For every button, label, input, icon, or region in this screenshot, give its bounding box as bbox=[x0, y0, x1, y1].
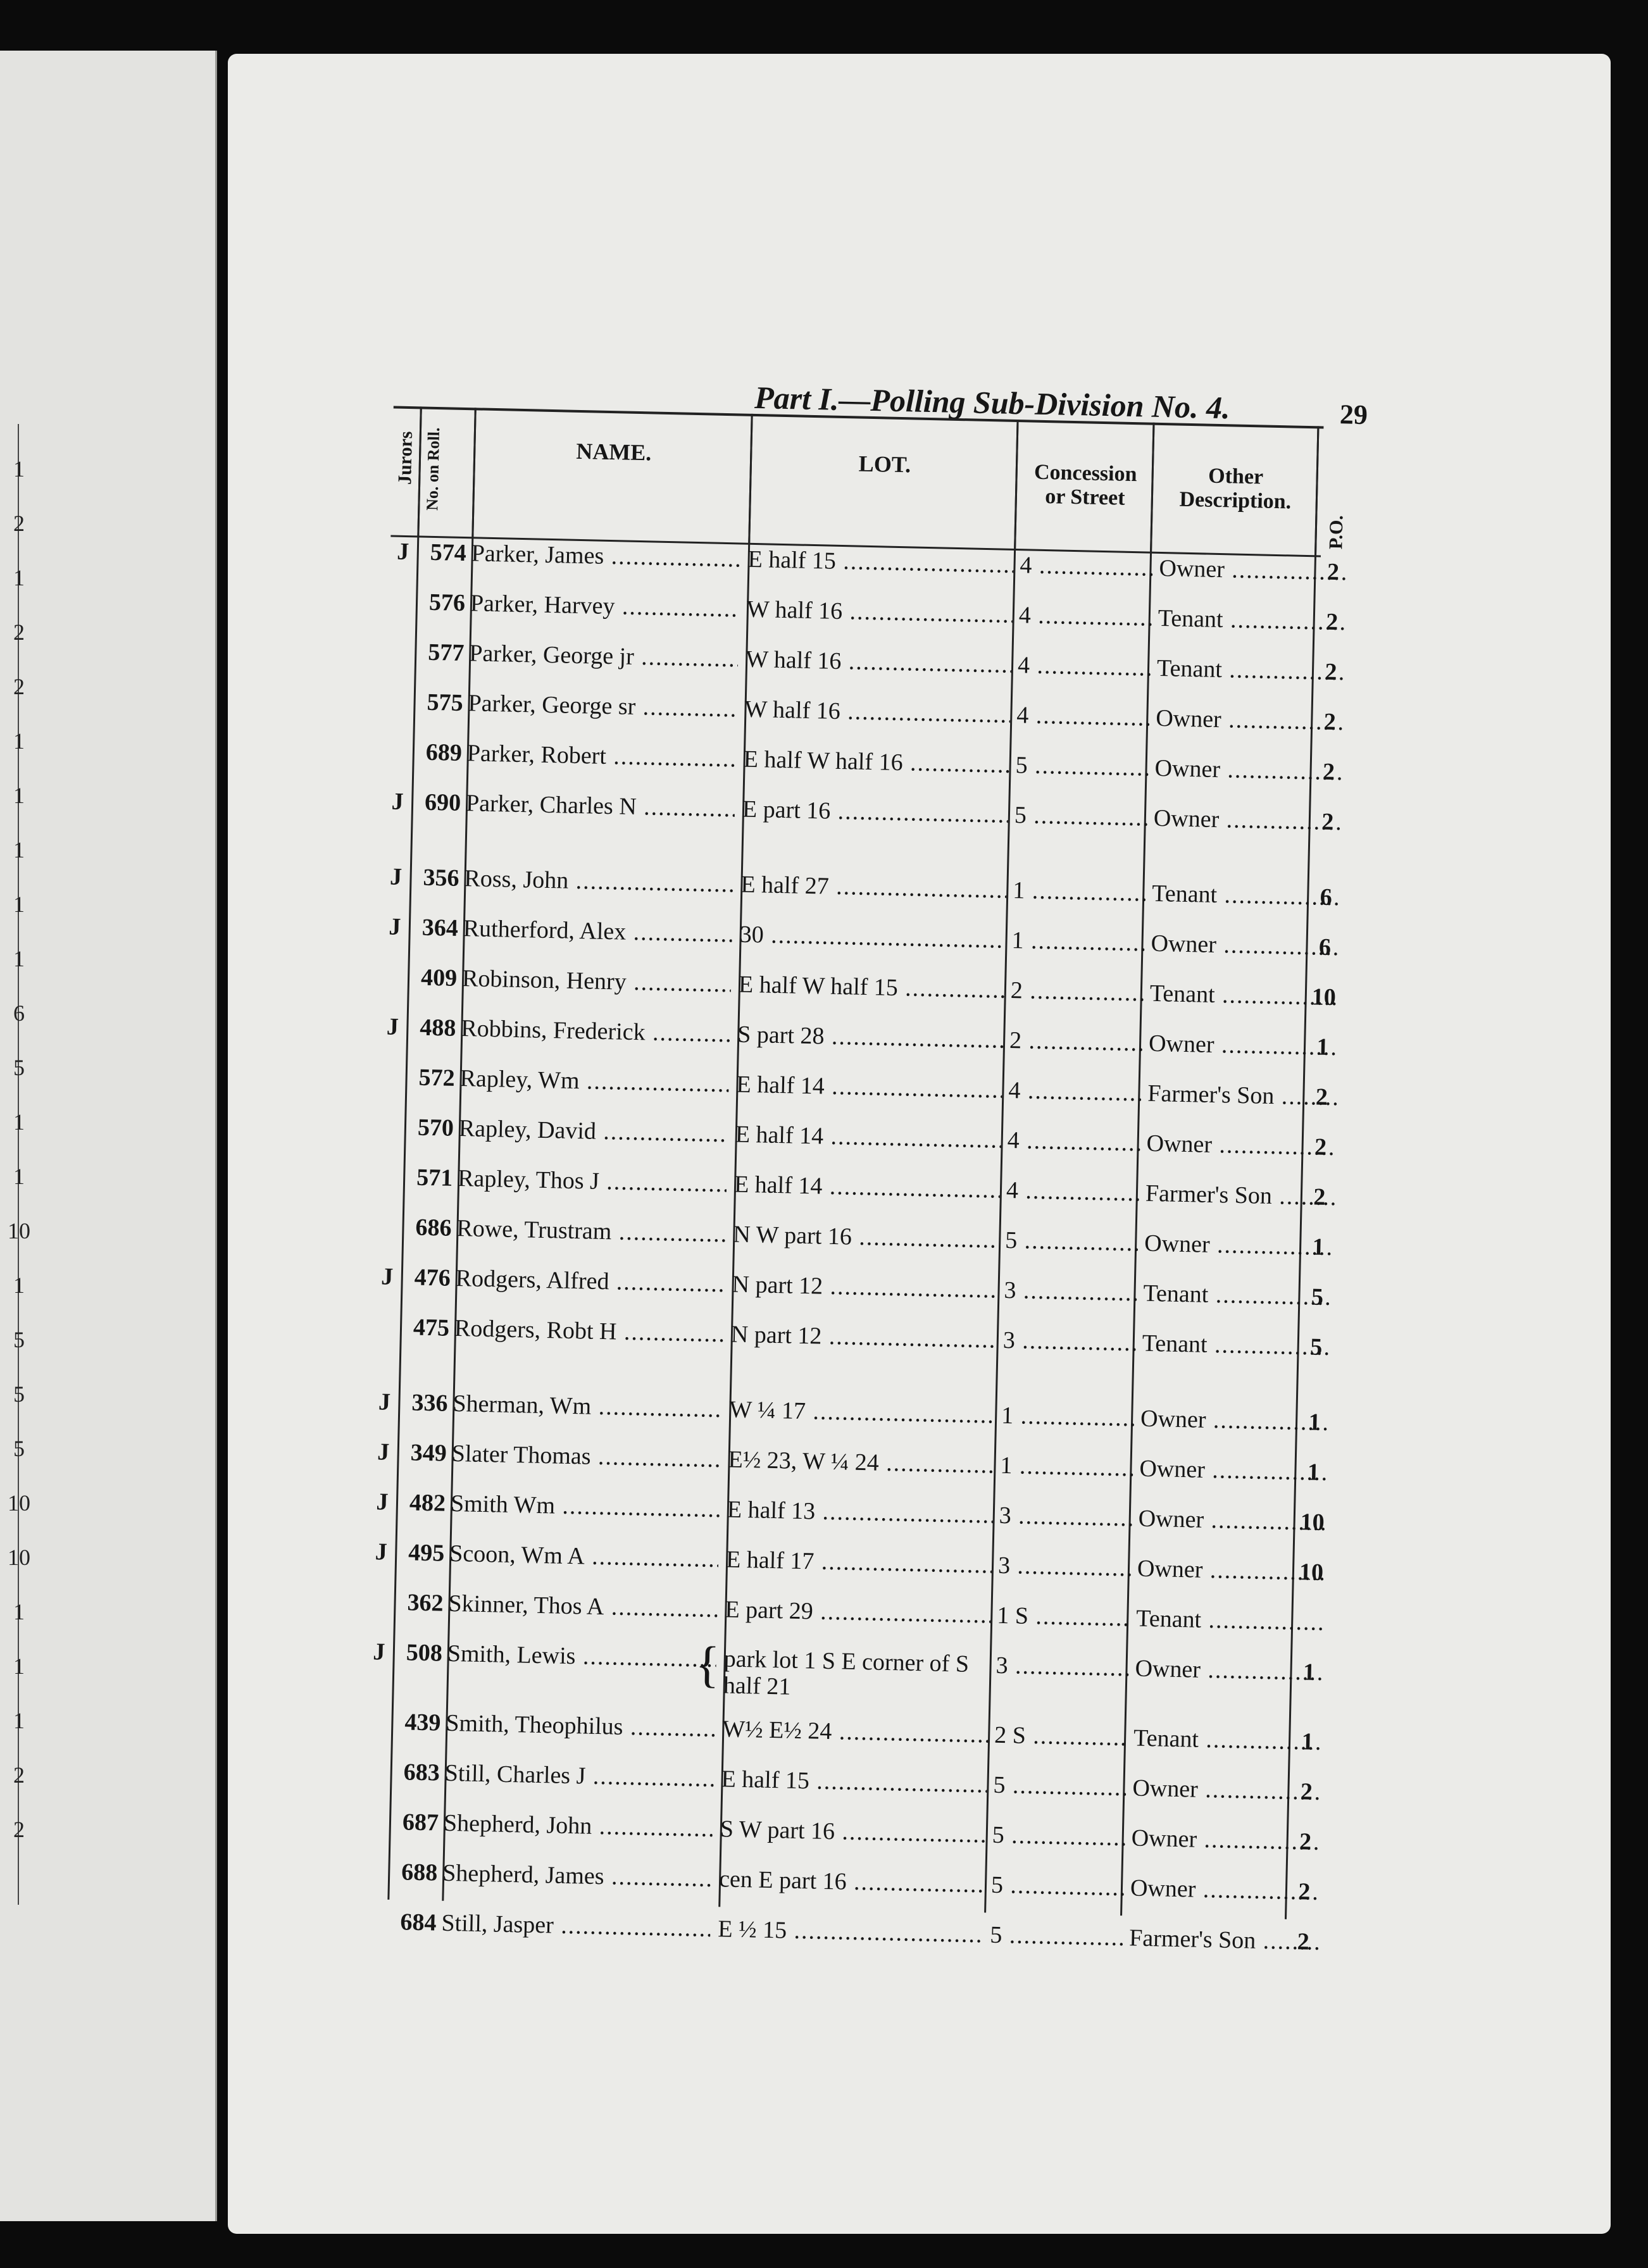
juror-mark bbox=[376, 1212, 401, 1213]
concession: 4 ..... bbox=[1018, 651, 1151, 682]
lot-description: N part 12 ..... bbox=[730, 1320, 997, 1354]
lot-description: E half 15 ..... bbox=[747, 545, 1014, 579]
roll-number: 683 bbox=[403, 1759, 440, 1786]
voter-name: Rapley, David ..... bbox=[458, 1114, 728, 1148]
voter-name: Shepherd, John ..... bbox=[444, 1809, 713, 1843]
post-office: 6 bbox=[1320, 883, 1333, 911]
concession: 4 ..... bbox=[1008, 1076, 1142, 1107]
post-office: 1 bbox=[1312, 1233, 1325, 1261]
voter-name: Skinner, Thos A ..... bbox=[448, 1590, 718, 1623]
concession: 4 ..... bbox=[1020, 551, 1153, 582]
roll-number: 570 bbox=[417, 1114, 454, 1142]
left-page-number: 2 bbox=[13, 620, 25, 645]
lot-description: E part 16 ..... bbox=[742, 795, 1009, 829]
roll-number: 475 bbox=[413, 1314, 450, 1342]
roll-number: 336 bbox=[411, 1389, 448, 1417]
juror-mark bbox=[378, 1112, 403, 1113]
concession: 1 ..... bbox=[1013, 876, 1146, 907]
other-description: Tenant ..... bbox=[1157, 654, 1347, 687]
concession: 3 ..... bbox=[996, 1652, 1129, 1683]
other-description: Owner ..... bbox=[1138, 1505, 1328, 1537]
other-description: Tenant ..... bbox=[1143, 1280, 1333, 1312]
other-description: Tenant ..... bbox=[1149, 980, 1340, 1012]
voter-name: Still, Jasper ..... bbox=[441, 1909, 711, 1943]
concession: 2 S ..... bbox=[994, 1721, 1128, 1752]
voter-name: Scoon, Wm A ..... bbox=[449, 1540, 719, 1573]
post-office: 1 bbox=[1307, 1459, 1320, 1486]
voter-name: Rapley, Thos J ..... bbox=[458, 1164, 727, 1198]
lot-description: E half W half 16 ..... bbox=[743, 745, 1009, 779]
voter-name: Shepherd, James ..... bbox=[442, 1859, 712, 1893]
post-office: 2 bbox=[1321, 808, 1334, 836]
concession: 4 ..... bbox=[1006, 1176, 1140, 1207]
concession: 5 ..... bbox=[990, 1921, 1123, 1952]
concession: 5 ..... bbox=[991, 1871, 1125, 1902]
concession: 1 S ..... bbox=[997, 1602, 1130, 1633]
left-page-number: 1 bbox=[13, 1708, 25, 1733]
concession: 1 ..... bbox=[1001, 1402, 1135, 1433]
post-office: 2 bbox=[1327, 558, 1340, 586]
other-description: Farmer's Son ..... bbox=[1129, 1924, 1320, 1956]
other-description: Tenant ..... bbox=[1133, 1724, 1324, 1757]
header-jurors-cell bbox=[390, 408, 420, 535]
concession: 3 ..... bbox=[999, 1502, 1132, 1533]
table-header bbox=[390, 406, 1347, 557]
post-office: 1 bbox=[1308, 1409, 1321, 1436]
voter-name: Rowe, Trustram ..... bbox=[456, 1214, 726, 1248]
roll-number: 572 bbox=[418, 1064, 456, 1092]
post-office: 2 bbox=[1325, 658, 1337, 686]
post-office: 2 bbox=[1297, 1928, 1310, 1955]
voter-name: Robbins, Frederick ..... bbox=[461, 1014, 730, 1048]
lot-description: W½ E½ 24 ..... bbox=[722, 1715, 989, 1748]
grouping-brace: { bbox=[694, 1636, 720, 1693]
concession: 2 ..... bbox=[1010, 976, 1144, 1007]
left-page-fragment bbox=[0, 51, 217, 2221]
other-description: Farmer's Son ..... bbox=[1145, 1180, 1335, 1212]
header-description: Other Description. bbox=[1179, 464, 1292, 514]
lot-description: S part 28 ..... bbox=[737, 1021, 1004, 1054]
table-body bbox=[360, 532, 1340, 1972]
voter-name: Parker, James ..... bbox=[471, 539, 740, 573]
juror-mark bbox=[363, 1807, 389, 1808]
header-jurors: Jurors bbox=[394, 431, 416, 485]
lot-description: E half 15 ..... bbox=[721, 1765, 987, 1798]
left-page-number: 6 bbox=[13, 1000, 25, 1026]
juror-mark bbox=[365, 1707, 390, 1708]
post-office: 2 bbox=[1315, 1083, 1328, 1111]
left-page-number: 1 bbox=[13, 1599, 25, 1624]
lot-description: E half 17 ..... bbox=[726, 1545, 992, 1579]
left-page-number: 5 bbox=[13, 1381, 25, 1407]
voter-name: Rapley, Wm ..... bbox=[459, 1064, 729, 1098]
left-page-number: 1 bbox=[13, 1164, 25, 1189]
left-page-number: 2 bbox=[13, 1817, 25, 1842]
other-description: Owner ..... bbox=[1156, 704, 1346, 737]
other-description: Owner ..... bbox=[1153, 804, 1344, 837]
lot-description: cen E part 16 ..... bbox=[719, 1865, 985, 1898]
post-office: 2 bbox=[1323, 708, 1337, 736]
lot-description: W half 16 ..... bbox=[744, 695, 1011, 729]
voter-name: Parker, George sr ..... bbox=[468, 689, 737, 723]
lot-description: E half 27 ..... bbox=[740, 871, 1007, 904]
concession: 2 ..... bbox=[1009, 1026, 1143, 1057]
other-description: Owner ..... bbox=[1139, 1455, 1330, 1487]
voter-name: Still, Charles J ..... bbox=[444, 1759, 714, 1793]
other-description: Farmer's Son ..... bbox=[1147, 1080, 1338, 1112]
lot-description: E half 13 ..... bbox=[727, 1495, 993, 1529]
juror-mark: J bbox=[388, 913, 401, 940]
left-page-number: 1 bbox=[13, 1109, 25, 1135]
document-page bbox=[228, 54, 1611, 2234]
header-description-cell bbox=[1150, 425, 1317, 556]
roll-number: 688 bbox=[401, 1859, 438, 1886]
other-description: Owner ..... bbox=[1146, 1130, 1337, 1162]
post-office: 10 bbox=[1300, 1509, 1325, 1536]
roll-number: 409 bbox=[420, 964, 458, 992]
roll-number: 488 bbox=[419, 1014, 456, 1042]
voter-name: Parker, Charles N ..... bbox=[466, 789, 735, 823]
other-description: Owner ..... bbox=[1135, 1655, 1325, 1687]
juror-mark bbox=[379, 1062, 404, 1063]
post-office: 5 bbox=[1309, 1333, 1323, 1361]
roll-number: 690 bbox=[424, 788, 461, 816]
left-page-number: 1 bbox=[13, 1654, 25, 1679]
voter-name: Robinson, Henry ..... bbox=[462, 964, 732, 998]
header-name: NAME. bbox=[575, 438, 652, 466]
juror-mark bbox=[377, 1162, 403, 1163]
lot-description: W ¼ 17 ..... bbox=[729, 1395, 996, 1429]
voter-name: Smith, Theophilus ..... bbox=[446, 1709, 715, 1743]
lot-description: W half 16 ..... bbox=[746, 645, 1012, 679]
other-description: Tenant ..... bbox=[1158, 604, 1348, 637]
lot-description: W half 16 ..... bbox=[746, 595, 1013, 629]
post-office: 6 bbox=[1318, 933, 1332, 961]
header-concession-cell bbox=[1014, 422, 1152, 552]
left-page-number: 1 bbox=[13, 1273, 25, 1298]
header-lot-cell bbox=[748, 416, 1016, 549]
juror-mark: J bbox=[391, 788, 404, 815]
roll-number: 577 bbox=[427, 639, 465, 667]
post-office: 10 bbox=[1299, 1559, 1324, 1586]
concession: 3 ..... bbox=[998, 1552, 1132, 1583]
concession: 5 ..... bbox=[992, 1821, 1125, 1852]
juror-mark bbox=[387, 687, 413, 688]
left-page-number: 2 bbox=[13, 1762, 25, 1788]
lot-description: park lot 1 S E corner of S half 21 bbox=[723, 1645, 970, 1700]
concession: 4 ..... bbox=[1018, 601, 1152, 632]
header-roll-cell bbox=[417, 409, 474, 537]
voter-name: Parker, Robert ..... bbox=[466, 739, 736, 773]
juror-mark bbox=[361, 1907, 386, 1908]
juror-mark: J bbox=[396, 538, 409, 566]
concession: 3 ..... bbox=[1004, 1276, 1137, 1307]
left-page-number: 2 bbox=[13, 674, 25, 699]
other-description: Tenant ..... bbox=[1136, 1605, 1327, 1637]
juror-mark: J bbox=[389, 863, 403, 890]
post-office: 1 bbox=[1302, 1659, 1316, 1686]
other-description: Tenant ..... bbox=[1152, 880, 1342, 912]
juror-mark: J bbox=[376, 1488, 389, 1516]
left-page-number: 5 bbox=[13, 1436, 25, 1461]
left-page-number: 5 bbox=[13, 1327, 25, 1352]
lot-description: E half 14 ..... bbox=[735, 1121, 1001, 1154]
other-description: Owner ..... bbox=[1137, 1555, 1328, 1587]
post-office: 2 bbox=[1299, 1828, 1312, 1855]
roll-number: 689 bbox=[425, 738, 463, 766]
left-page-number: 10 bbox=[8, 1218, 30, 1243]
left-page-number: 1 bbox=[13, 456, 25, 482]
roll-number: 482 bbox=[409, 1489, 446, 1517]
post-office: 1 bbox=[1316, 1033, 1330, 1061]
juror-mark bbox=[362, 1857, 387, 1858]
lot-description: N W part 16 ..... bbox=[733, 1221, 999, 1254]
left-page-number: 1 bbox=[13, 565, 25, 590]
other-description: Owner ..... bbox=[1132, 1774, 1323, 1806]
other-description: Owner ..... bbox=[1144, 1230, 1335, 1262]
voter-name: Rutherford, Alex ..... bbox=[463, 914, 732, 948]
post-office: 2 bbox=[1325, 608, 1339, 636]
concession: 4 ..... bbox=[1016, 701, 1150, 732]
post-office: 2 bbox=[1314, 1133, 1327, 1161]
lot-description: E half 14 ..... bbox=[734, 1171, 1001, 1204]
other-description: Owner ..... bbox=[1154, 754, 1345, 787]
left-page-number: 10 bbox=[8, 1545, 30, 1570]
lot-description: E half W half 15 ..... bbox=[739, 971, 1005, 1004]
roll-number: 575 bbox=[427, 688, 464, 716]
register-sheet bbox=[351, 313, 1368, 1955]
juror-mark: J bbox=[377, 1438, 390, 1466]
post-office: 2 bbox=[1300, 1778, 1313, 1805]
header-po-cell bbox=[1314, 428, 1355, 556]
voter-name: Parker, Harvey ..... bbox=[470, 589, 740, 623]
left-page-number: 5 bbox=[13, 1055, 25, 1080]
voter-name: Smith Wm ..... bbox=[451, 1490, 720, 1523]
concession: 5 ..... bbox=[1014, 801, 1147, 832]
juror-mark: J bbox=[375, 1538, 388, 1566]
juror-mark bbox=[389, 637, 414, 638]
lot-description: S W part 16 ..... bbox=[720, 1815, 986, 1848]
roll-number: 574 bbox=[430, 539, 467, 567]
juror-mark bbox=[390, 587, 415, 588]
post-office: 1 bbox=[1301, 1728, 1314, 1755]
left-page-number: 1 bbox=[13, 728, 25, 754]
other-description: Owner ..... bbox=[1149, 1030, 1339, 1062]
header-name-cell bbox=[471, 410, 751, 542]
left-page-number: 1 bbox=[13, 837, 25, 863]
juror-mark: J bbox=[378, 1388, 391, 1416]
post-office: 2 bbox=[1313, 1183, 1326, 1211]
voter-name: Rodgers, Alfred ..... bbox=[455, 1264, 725, 1298]
concession: 4 ..... bbox=[1007, 1126, 1140, 1157]
lot-description: E ½ 15 ..... bbox=[718, 1915, 984, 1948]
voter-name: Parker, George jr ..... bbox=[469, 639, 739, 673]
roll-number: 684 bbox=[400, 1909, 437, 1936]
other-description: Owner ..... bbox=[1130, 1874, 1321, 1906]
roll-number: 495 bbox=[408, 1539, 445, 1567]
concession: 5 ..... bbox=[1015, 751, 1149, 782]
roll-number: 349 bbox=[410, 1439, 447, 1467]
juror-mark: J bbox=[380, 1263, 394, 1290]
roll-number: 439 bbox=[404, 1709, 441, 1736]
header-concession: Concession or Street bbox=[1033, 460, 1137, 510]
lot-description: 30 ..... bbox=[739, 921, 1006, 954]
juror-mark bbox=[364, 1757, 389, 1758]
other-description: Owner ..... bbox=[1131, 1824, 1321, 1856]
left-page-number: 2 bbox=[13, 511, 25, 536]
concession: 5 ..... bbox=[1005, 1226, 1139, 1257]
other-description: Owner ..... bbox=[1159, 554, 1349, 587]
concession: 1 ..... bbox=[1011, 926, 1145, 957]
juror-mark: J bbox=[372, 1638, 385, 1666]
roll-number: 356 bbox=[423, 864, 460, 892]
left-page-number: 1 bbox=[13, 946, 25, 971]
juror-mark bbox=[374, 1312, 399, 1313]
voter-name: Sherman, Wm ..... bbox=[453, 1390, 722, 1423]
post-office: 2 bbox=[1322, 758, 1335, 786]
voter-name: Smith, Lewis ..... bbox=[447, 1640, 716, 1673]
voter-name: Slater Thomas ..... bbox=[451, 1440, 721, 1473]
roll-number: 362 bbox=[407, 1589, 444, 1617]
page-number: 29 bbox=[1339, 399, 1368, 431]
concession: 3 ..... bbox=[1002, 1326, 1136, 1357]
post-office: 10 bbox=[1311, 983, 1337, 1011]
lot-description: E part 29 ..... bbox=[725, 1595, 991, 1629]
post-office: 5 bbox=[1311, 1283, 1324, 1311]
roll-number: 476 bbox=[414, 1264, 451, 1292]
voter-name: Rodgers, Robt H ..... bbox=[454, 1314, 724, 1348]
other-description: Owner ..... bbox=[1140, 1405, 1331, 1437]
roll-number: 364 bbox=[421, 914, 459, 942]
roll-number: 576 bbox=[428, 589, 466, 617]
voter-name: Ross, John ..... bbox=[464, 864, 733, 898]
other-description: Tenant ..... bbox=[1142, 1330, 1332, 1362]
lot-description: E half 14 ..... bbox=[736, 1071, 1002, 1104]
page-title: Part I.—Polling Sub-Division No. 4. bbox=[754, 379, 1231, 426]
left-page-number: 10 bbox=[8, 1490, 30, 1516]
header-roll: No. on Roll. bbox=[423, 427, 444, 511]
roll-number: 508 bbox=[406, 1639, 443, 1667]
header-po: P.O. bbox=[1325, 514, 1347, 550]
concession: 5 ..... bbox=[993, 1771, 1127, 1802]
roll-number: 686 bbox=[415, 1214, 452, 1242]
juror-mark: J bbox=[386, 1013, 399, 1040]
post-office: 2 bbox=[1297, 1878, 1311, 1905]
lot-description: E½ 23, W ¼ 24 ..... bbox=[728, 1445, 994, 1479]
lot-description: N part 12 ..... bbox=[732, 1270, 998, 1304]
roll-number: 687 bbox=[402, 1809, 439, 1836]
juror-mark bbox=[386, 737, 411, 738]
concession: 1 ..... bbox=[1000, 1452, 1133, 1483]
left-page-number: 1 bbox=[13, 892, 25, 917]
other-description: Owner ..... bbox=[1151, 930, 1341, 962]
header-lot: LOT. bbox=[858, 451, 911, 478]
roll-number: 571 bbox=[416, 1164, 453, 1192]
left-page-number: 1 bbox=[13, 783, 25, 808]
